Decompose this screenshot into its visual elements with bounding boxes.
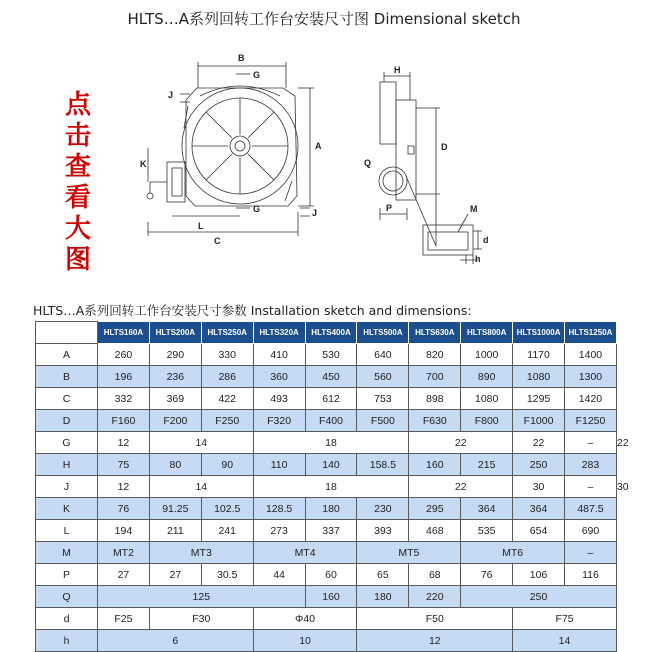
table-cell: 12 bbox=[98, 432, 150, 454]
table-cell: 364 bbox=[461, 498, 513, 520]
table-cell: F160 bbox=[98, 410, 150, 432]
table-cell: 22 bbox=[409, 432, 513, 454]
table-cell: F25 bbox=[98, 608, 150, 630]
row-label: B bbox=[36, 366, 98, 388]
row-label: Q bbox=[36, 586, 98, 608]
table-cell: 700 bbox=[409, 366, 461, 388]
table-row bbox=[36, 542, 617, 564]
table-cell: 27 bbox=[149, 564, 201, 586]
column-header: HLTS800A bbox=[461, 322, 513, 344]
table-cell: 1300 bbox=[565, 366, 617, 388]
label-k: K bbox=[140, 159, 147, 169]
table-row bbox=[36, 608, 617, 630]
table-cell: F500 bbox=[357, 410, 409, 432]
label-c: C bbox=[214, 236, 221, 246]
table-cell: Φ40 bbox=[253, 608, 357, 630]
table-cell: 76 bbox=[461, 564, 513, 586]
dimensions-table bbox=[35, 321, 629, 652]
label-h-lower: h bbox=[475, 254, 481, 264]
table-cell: 422 bbox=[201, 388, 253, 410]
table-cell: 180 bbox=[305, 498, 357, 520]
label-g-bottom: G bbox=[253, 204, 261, 214]
row-label: A bbox=[36, 344, 98, 366]
table-cell: MT2 bbox=[98, 542, 150, 564]
row-label: d bbox=[36, 608, 98, 630]
table-cell: 27 bbox=[98, 564, 150, 586]
table-cell: 196 bbox=[98, 366, 150, 388]
table-row: J 12 14 18 22 30 – 30 bbox=[36, 476, 617, 498]
table-cell: MT6 bbox=[461, 542, 565, 564]
column-header: HLTS500A bbox=[357, 322, 409, 344]
table-subtitle: HLTS…A系列回转工作台安装尺寸参数 Installation sketch and dimensions: bbox=[33, 303, 472, 318]
table-cell: 1000 bbox=[461, 344, 513, 366]
table-cell: 22 bbox=[409, 476, 513, 498]
table-cell: 116 bbox=[565, 564, 617, 586]
column-header: HLTS160A bbox=[98, 322, 150, 344]
table-cell: 60 bbox=[305, 564, 357, 586]
table-cell: 10 bbox=[253, 630, 357, 652]
label-j-top: J bbox=[168, 90, 174, 100]
table-cell: 260 bbox=[98, 344, 150, 366]
label-b: B bbox=[238, 53, 245, 63]
header-corner bbox=[36, 322, 98, 344]
label-m: M bbox=[470, 204, 478, 214]
column-header: HLTS320A bbox=[253, 322, 305, 344]
row-label: L bbox=[36, 520, 98, 542]
table-cell: 1080 bbox=[461, 388, 513, 410]
table-row: G 12 14 18 22 22 – 22 bbox=[36, 432, 617, 454]
table-cell: 44 bbox=[253, 564, 305, 586]
table-cell: 753 bbox=[357, 388, 409, 410]
table-cell: 364 bbox=[513, 498, 565, 520]
table-cell: F50 bbox=[357, 608, 513, 630]
table-cell: – bbox=[565, 432, 617, 454]
column-header: HLTS250A bbox=[201, 322, 253, 344]
table-row bbox=[36, 344, 617, 366]
table-cell: 106 bbox=[513, 564, 565, 586]
table-cell: 90 bbox=[201, 454, 253, 476]
table-cell: 493 bbox=[253, 388, 305, 410]
table-cell: 640 bbox=[357, 344, 409, 366]
label-q: Q bbox=[364, 158, 372, 168]
table-cell: 128.5 bbox=[253, 498, 305, 520]
table-cell: F200 bbox=[149, 410, 201, 432]
table-cell: 468 bbox=[409, 520, 461, 542]
table-cell: F1000 bbox=[513, 410, 565, 432]
table-cell: 12 bbox=[98, 476, 150, 498]
label-l: L bbox=[198, 221, 204, 231]
table-cell: 76 bbox=[98, 498, 150, 520]
table-cell: 30 bbox=[513, 476, 565, 498]
table-cell: 487.5 bbox=[565, 498, 617, 520]
row-label: h bbox=[36, 630, 98, 652]
table-row bbox=[36, 630, 617, 652]
table-cell: F630 bbox=[409, 410, 461, 432]
table-cell: 1080 bbox=[513, 366, 565, 388]
table-row bbox=[36, 366, 617, 388]
table-row bbox=[36, 520, 617, 542]
table-cell: 91.25 bbox=[149, 498, 201, 520]
dimensional-sketch bbox=[0, 36, 648, 276]
table-cell: 890 bbox=[461, 366, 513, 388]
table-cell: 535 bbox=[461, 520, 513, 542]
table-cell: 393 bbox=[357, 520, 409, 542]
table-cell: 369 bbox=[149, 388, 201, 410]
table-row bbox=[36, 410, 617, 432]
table-cell: 160 bbox=[305, 586, 357, 608]
table-cell: 273 bbox=[253, 520, 305, 542]
table-cell: 1400 bbox=[565, 344, 617, 366]
table-row bbox=[36, 454, 617, 476]
table-cell: 1420 bbox=[565, 388, 617, 410]
row-label: C bbox=[36, 388, 98, 410]
label-d-lower: d bbox=[483, 235, 489, 245]
table-row bbox=[36, 564, 617, 586]
table-cell: 18 bbox=[253, 432, 409, 454]
table-cell: 898 bbox=[409, 388, 461, 410]
table-cell: F30 bbox=[149, 608, 253, 630]
table-cell: 158.5 bbox=[357, 454, 409, 476]
label-d-upper: D bbox=[441, 142, 448, 152]
label-g-top: G bbox=[253, 70, 261, 80]
table-cell: 530 bbox=[305, 344, 357, 366]
table-cell: 332 bbox=[98, 388, 150, 410]
row-label: J bbox=[36, 476, 98, 498]
table-cell: 820 bbox=[409, 344, 461, 366]
table-cell: 14 bbox=[149, 432, 253, 454]
table-row bbox=[36, 388, 617, 410]
label-j-bottom: J bbox=[312, 208, 318, 218]
table-cell: 125 bbox=[98, 586, 306, 608]
table-cell: MT5 bbox=[357, 542, 461, 564]
row-label: H bbox=[36, 454, 98, 476]
table-cell: 337 bbox=[305, 520, 357, 542]
table-cell: 65 bbox=[357, 564, 409, 586]
table-cell: 283 bbox=[565, 454, 617, 476]
table-cell: F250 bbox=[201, 410, 253, 432]
table-cell: 230 bbox=[357, 498, 409, 520]
table-cell: 215 bbox=[461, 454, 513, 476]
table-cell: – bbox=[565, 476, 617, 498]
table-cell: MT3 bbox=[149, 542, 253, 564]
table-cell: 18 bbox=[253, 476, 409, 498]
table-cell: 140 bbox=[305, 454, 357, 476]
table-cell: 160 bbox=[409, 454, 461, 476]
table-cell: 211 bbox=[149, 520, 201, 542]
table-cell: 180 bbox=[357, 586, 409, 608]
side-plate bbox=[380, 82, 396, 144]
row-label: P bbox=[36, 564, 98, 586]
table-cell: 250 bbox=[461, 586, 617, 608]
column-header: HLTS630A bbox=[409, 322, 461, 344]
table-cell: 30.5 bbox=[201, 564, 253, 586]
table-cell: 560 bbox=[357, 366, 409, 388]
table-row bbox=[36, 586, 617, 608]
table-cell: – bbox=[565, 542, 617, 564]
table-cell: 14 bbox=[149, 476, 253, 498]
table-cell: 12 bbox=[357, 630, 513, 652]
column-header: HLTS1250A bbox=[565, 322, 617, 344]
table-cell: 110 bbox=[253, 454, 305, 476]
table-cell: 654 bbox=[513, 520, 565, 542]
row-label: G bbox=[36, 432, 98, 454]
table-cell: 80 bbox=[149, 454, 201, 476]
table-cell: 241 bbox=[201, 520, 253, 542]
table-cell: 6 bbox=[98, 630, 254, 652]
table-cell: 1295 bbox=[513, 388, 565, 410]
table-cell: 330 bbox=[201, 344, 253, 366]
table-cell: 690 bbox=[565, 520, 617, 542]
table-cell: 75 bbox=[98, 454, 150, 476]
table-cell: F75 bbox=[513, 608, 617, 630]
page-title: HLTS…A系列回转工作台安装尺寸图 Dimensional sketch bbox=[127, 10, 521, 28]
table-cell: 290 bbox=[149, 344, 201, 366]
table-cell: 22 bbox=[513, 432, 565, 454]
row-label: D bbox=[36, 410, 98, 432]
table-cell: 236 bbox=[149, 366, 201, 388]
column-header: HLTS1000A bbox=[513, 322, 565, 344]
table-cell: MT4 bbox=[253, 542, 357, 564]
table-cell: 450 bbox=[305, 366, 357, 388]
row-label: M bbox=[36, 542, 98, 564]
table-cell: F800 bbox=[461, 410, 513, 432]
table-cell: 194 bbox=[98, 520, 150, 542]
table-cell: 612 bbox=[305, 388, 357, 410]
table-cell: F400 bbox=[305, 410, 357, 432]
table-cell: F1250 bbox=[565, 410, 617, 432]
label-h: H bbox=[394, 65, 401, 75]
table-header-row bbox=[36, 322, 617, 344]
table-cell: 68 bbox=[409, 564, 461, 586]
table-cell: 360 bbox=[253, 366, 305, 388]
column-header: HLTS200A bbox=[149, 322, 201, 344]
label-p: P bbox=[386, 203, 393, 213]
table-cell: 1170 bbox=[513, 344, 565, 366]
table-cell: 410 bbox=[253, 344, 305, 366]
table-row bbox=[36, 498, 617, 520]
click-to-enlarge-label: 点击查看大图 bbox=[64, 90, 91, 275]
label-a: A bbox=[315, 141, 322, 151]
table-cell: 295 bbox=[409, 498, 461, 520]
table-cell: 286 bbox=[201, 366, 253, 388]
table-cell: F320 bbox=[253, 410, 305, 432]
table-cell: 102.5 bbox=[201, 498, 253, 520]
table-cell: 220 bbox=[409, 586, 461, 608]
table-cell: 14 bbox=[513, 630, 617, 652]
table-cell: 250 bbox=[513, 454, 565, 476]
row-label: K bbox=[36, 498, 98, 520]
column-header: HLTS400A bbox=[305, 322, 357, 344]
